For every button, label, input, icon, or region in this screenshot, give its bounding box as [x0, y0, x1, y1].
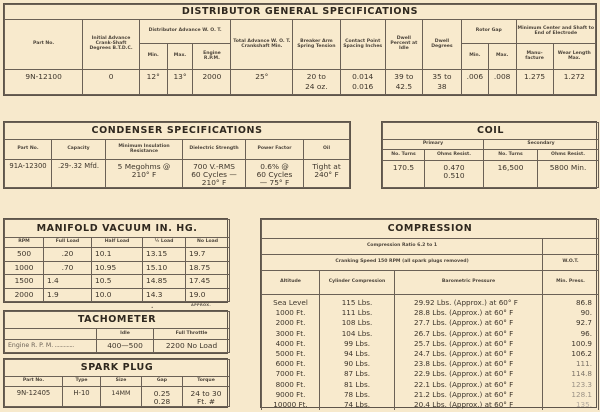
header-no-load: No Load [186, 238, 230, 248]
header-primary-turns: No. Turns [383, 150, 425, 161]
header-manufacture: Manu-facture [516, 44, 553, 70]
header-total-advance: Total Advance W. O. T. Crankshaft Min. [231, 20, 293, 70]
cell-power-factor: 0.6% @ 60 Cycles — 75° F [246, 160, 304, 188]
header-idle: Idle [97, 329, 154, 340]
cell-secondary-turns: 16,500 [484, 161, 538, 188]
cell-capacity: .29-.32 Mfd. [52, 160, 106, 188]
cell-rotor-min: .006 [461, 70, 488, 95]
altitude-column: Sea Level 1000 Ft. 2000 Ft. 3000 Ft. 4000 Ft. 5000 Ft. 6000 Ft. 7000 Ft. 8000 Ft. 9000 Ft. 10000 Ft. [262, 295, 320, 411]
header-blank [5, 329, 97, 340]
table-row: 1000 .70 10.95 15.10 18.75 [5, 261, 230, 275]
cell-part-no: 91A-12300 [5, 160, 52, 188]
header-barometric-pressure: Barometric Pressure [395, 271, 543, 295]
header-dwell-percent: Dwell Percent at Idle [385, 20, 422, 70]
tachometer-table [3, 310, 228, 354]
header-size: Size [101, 377, 142, 387]
blank-cell [543, 239, 599, 255]
cell-torque: 24 to 30 Ft. # [183, 387, 230, 407]
header-oil: Oil [304, 140, 350, 160]
cell-primary-turns: 170.5 [383, 161, 425, 188]
table-row [383, 161, 599, 188]
cell-part-no: 9N-12100 [5, 70, 83, 95]
cell-engine-rpm: 2000 [193, 70, 231, 95]
compression-data [262, 295, 599, 411]
cell-primary-ohms: 0.470 0.510 [425, 161, 484, 188]
cell-full-throttle: 2200 No Load [154, 340, 230, 353]
header-min-press: Min. Press. [543, 271, 599, 295]
spark-plug-title: SPARK PLUG [5, 360, 230, 377]
header-part-no: Part No. [5, 20, 83, 70]
header-secondary-ohms: Ohms Resist. [538, 150, 599, 161]
manifold-title: MANIFOLD VACUUM IN. HG. [5, 220, 230, 238]
table-row: 1500 1.4 10.5 14.85 17.45 [5, 275, 230, 289]
cell-rotor-max: .008 [488, 70, 516, 95]
cell-dwell-percent: 39 to 42.5 [385, 70, 422, 95]
header-min: Min. [139, 44, 167, 70]
coil-table [381, 121, 597, 189]
cell-initial-advance: 0 [83, 70, 140, 95]
header-altitude: Altitude [262, 271, 320, 295]
min-press-column: 86.8 90. 92.7 96. 100.9 106.2 111. 114.8 123.3 128.1 135. [543, 295, 599, 411]
header-initial-advance: Initial Advance Crank-Shaft Degrees B.T.D.C. [83, 20, 140, 70]
header-type: Type [63, 377, 101, 387]
table-row [5, 70, 596, 95]
compression-ratio: Compression Ratio 6.2 to 1 [262, 239, 543, 255]
barometric-pressure-column: 29.92 Lbs. (Approx.) at 60° F 28.8 Lbs. (Approx.) at 60° F 27.7 Lbs. (Approx.) at 60° F 26.7 Lbs. (Approx.) at 60° F 25.7 Lbs. (Approx.) at 60° F 24.7 Lbs. (Approx.) at 60° F 23.8 Lbs. (Approx.) at 60° F 22.9 Lbs. (Approx.) at 60° F 22.1 Lbs. (Approx.) at 60° F 21.2 Lbs. (Approx.) at 60° F 20.4 Lbs. (Approx.) at 60° F [395, 295, 543, 411]
header-full-throttle: Full Throttle [154, 329, 230, 340]
cell-size: 14MM [101, 387, 142, 407]
cell-breaker-arm: 20 to 24 oz. [293, 70, 340, 95]
compression-title: COMPRESSION [262, 220, 599, 239]
tachometer-title: TACHOMETER [5, 312, 230, 329]
header-rpm: RPM [5, 238, 44, 248]
cell-max: 13° [167, 70, 193, 95]
distributor-specifications-table [3, 3, 597, 96]
header-distributor-advance: Distributor Advance W. O. T. [139, 20, 231, 44]
cell-wear-length: 1.272 [553, 70, 595, 95]
header-half-load: Half Load [92, 238, 143, 248]
header-wot: W.O.T. [543, 255, 599, 271]
decorative-dot: • [151, 305, 154, 310]
header-dwell-degrees: Dwell Degrees [422, 20, 461, 70]
header-breaker-arm: Breaker Arm Spring Tension [293, 20, 340, 70]
table-row: 500 .20 10.1 13.15 19.7 [5, 248, 230, 262]
cell-dielectric-strength: 700 V.-RMS 60 Cycles — 210° F [183, 160, 246, 188]
distributor-title: DISTRIBUTOR GENERAL SPECIFICATIONS [5, 5, 596, 20]
cell-secondary-ohms: 5800 Min. [538, 161, 599, 188]
table-row [5, 340, 230, 353]
table-row [5, 387, 230, 407]
cell-gap: 0.25 0.28 [142, 387, 183, 407]
header-power-factor: Power Factor [246, 140, 304, 160]
header-primary-ohms: Ohms Resist. [425, 150, 484, 161]
header-contact-point: Contact Point Spacing Inches [340, 20, 385, 70]
header-wear-length: Wear Length Max. [553, 44, 595, 70]
condenser-specifications-table [3, 121, 351, 189]
header-rotor-gap: Rotor Gap [461, 20, 516, 44]
approx-note: APPROX. [191, 303, 211, 307]
cranking-speed: Cranking Speed 150 RPM (all spark plugs removed) [262, 255, 543, 271]
header-insulation-resistance: Minimum Insulation Resistance [106, 140, 183, 160]
condenser-title: CONDENSER SPECIFICATIONS [5, 123, 350, 140]
cell-insulation-resistance: 5 Megohms @ 210° F [106, 160, 183, 188]
cell-idle: 400—500 [97, 340, 154, 353]
table-row [5, 160, 350, 188]
header-rotor-max: Max. [488, 44, 516, 70]
cylinder-compression-column: 115 Lbs. 111 Lbs. 108 Lbs. 104 Lbs. 99 Lbs. 94 Lbs. 90 Lbs. 87 Lbs. 81 Lbs. 78 Lbs. 74 Lbs. [320, 295, 395, 411]
header-capacity: Capacity [52, 140, 106, 160]
header-secondary: Secondary [484, 140, 599, 150]
manifold-vacuum-table [3, 218, 228, 303]
header-min-center: Minimum Center and Shaft to End of Electrode [516, 20, 595, 44]
header-torque: Torque [183, 377, 230, 387]
header-dielectric-strength: Dielectric Strength [183, 140, 246, 160]
header-cylinder-compression: Cylinder Compression [320, 271, 395, 295]
cell-contact-point: 0.014 0.016 [340, 70, 385, 95]
header-quarter-load: ¼ Load [143, 238, 186, 248]
header-engine-rpm: Engine R.P.M. [193, 44, 231, 70]
header-max: Max. [167, 44, 193, 70]
header-secondary-turns: No. Turns [484, 150, 538, 161]
cell-total-advance: 25° [231, 70, 293, 95]
header-part-no: Part No. [5, 140, 52, 160]
spark-plug-table [3, 358, 228, 408]
header-rotor-min: Min. [461, 44, 488, 70]
header-part-no: Part No. [5, 377, 63, 387]
header-full-load: Full Load [44, 238, 92, 248]
table-row: 2000 1.9 10.0 14.3 19.0 [5, 288, 230, 302]
cell-engine-rpm-label: Engine R. P. M. ............. [5, 340, 97, 353]
cell-min: 12° [139, 70, 167, 95]
cell-oil: Tight at 240° F [304, 160, 350, 188]
header-primary: Primary [383, 140, 484, 150]
cell-dwell-degrees: 35 to 38 [422, 70, 461, 95]
cell-type: H-10 [63, 387, 101, 407]
coil-title: COIL [383, 123, 599, 140]
header-gap: Gap [142, 377, 183, 387]
cell-part-no: 9N-12405 [5, 387, 63, 407]
compression-table [260, 218, 597, 408]
cell-manufacture: 1.275 [516, 70, 553, 95]
